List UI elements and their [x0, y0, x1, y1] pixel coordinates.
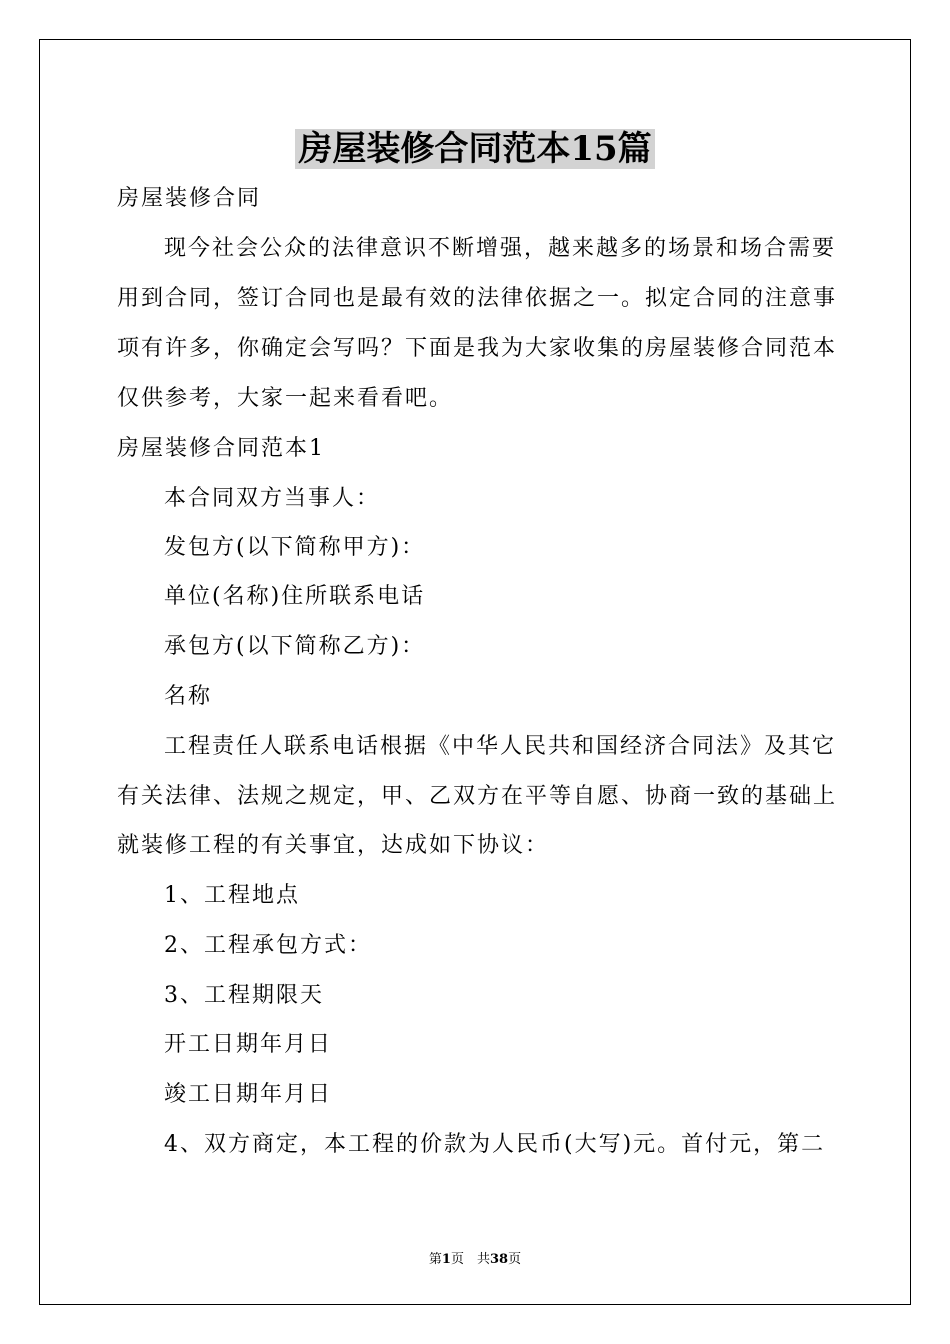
paragraph-line: 就装修工程的有关事宜，达成如下协议：	[117, 833, 550, 858]
paragraph-line: 现今社会公众的法律意识不断增强，越来越多的场景和场合需要	[164, 236, 837, 261]
section-heading: 房屋装修合同	[117, 186, 262, 211]
footer-prefix: 第	[428, 1252, 442, 1267]
paragraph-line: 发包方(以下简称甲方)：	[164, 535, 426, 560]
section-heading: 房屋装修合同范本1	[117, 436, 325, 461]
document-title-text: 房屋装修合同范本15篇	[295, 129, 654, 169]
paragraph-line: 仅供参考，大家一起来看看吧。	[117, 386, 454, 411]
document-title	[0, 126, 950, 172]
paragraph-line: 承包方(以下简称乙方)：	[164, 634, 426, 659]
paragraph-line: 名称	[164, 684, 213, 709]
list-item: 2、工程承包方式：	[164, 933, 372, 958]
footer-page-number: 1	[441, 1252, 451, 1267]
paragraph-line: 项有许多，你确定会写吗？下面是我为大家收集的房屋装修合同范本	[117, 336, 838, 361]
footer-middle: 页 共	[450, 1252, 490, 1267]
paragraph-line: 本合同双方当事人：	[164, 486, 381, 511]
paragraph-line: 竣工日期年月日	[164, 1082, 333, 1107]
paragraph-line: 单位(名称)住所联系电话	[164, 584, 426, 609]
list-item: 3、工程期限天	[164, 983, 324, 1008]
footer-suffix: 页	[508, 1252, 522, 1267]
paragraph-line: 有关法律、法规之规定，甲、乙双方在平等自愿、协商一致的基础上	[117, 784, 838, 809]
page-border	[39, 39, 911, 1305]
page-footer	[0, 1248, 950, 1267]
footer-total-pages: 38	[489, 1252, 509, 1267]
list-item: 4、双方商定，本工程的价款为人民币(大写)元。首付元，第二	[164, 1132, 826, 1157]
list-item: 1、工程地点	[164, 883, 300, 908]
paragraph-line: 开工日期年月日	[164, 1032, 333, 1057]
paragraph-line: 工程责任人联系电话根据《中华人民共和国经济合同法》及其它	[164, 734, 837, 759]
paragraph-line: 用到合同，签订合同也是最有效的法律依据之一。拟定合同的注意事	[117, 286, 838, 311]
